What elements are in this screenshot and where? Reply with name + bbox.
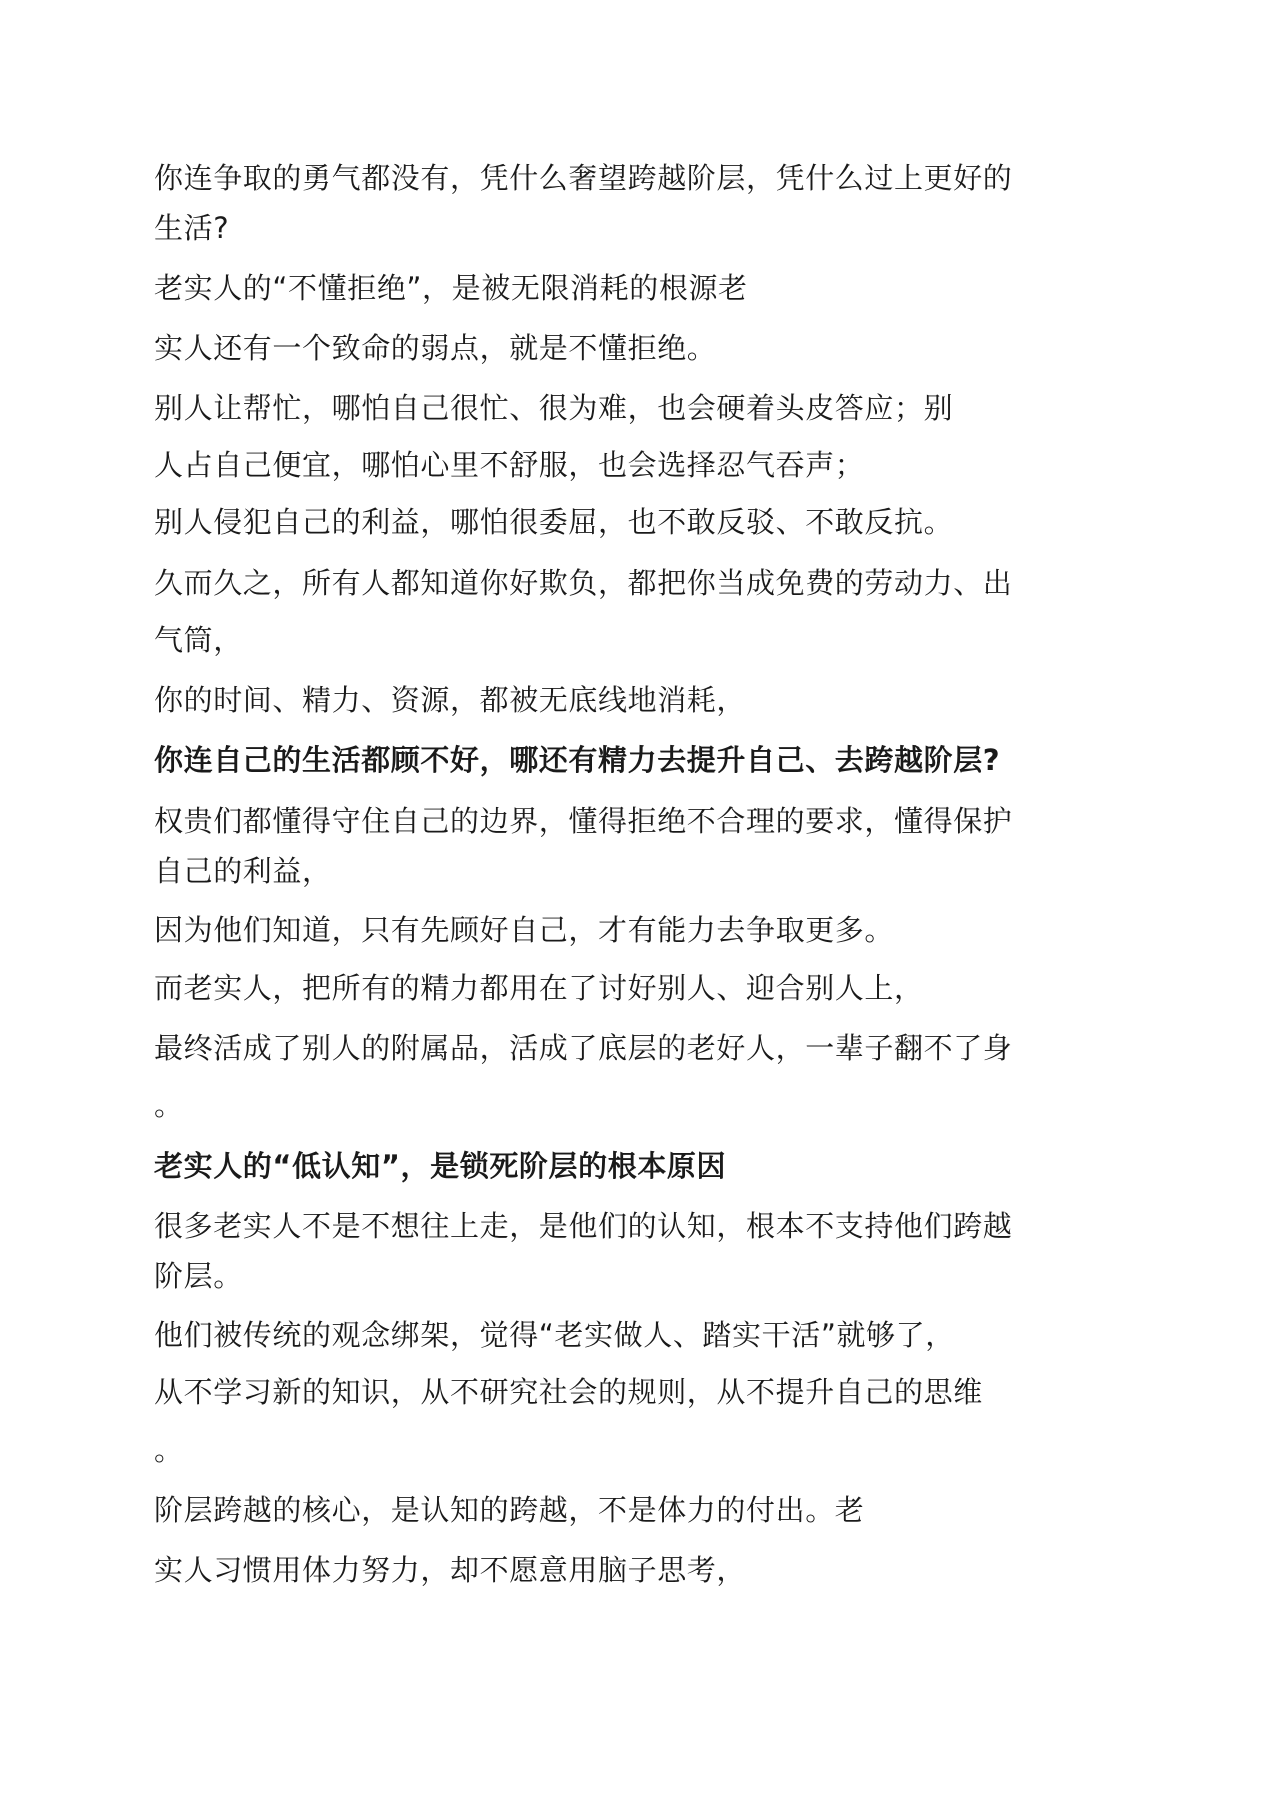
text-line: 阶层。 xyxy=(154,1259,243,1293)
text-line: 他们被传统的观念绑架，觉得“老实做人、踏实干活”就够了， xyxy=(154,1318,955,1352)
text-line: 实人还有一个致命的弱点，就是不懂拒绝。 xyxy=(154,331,717,365)
text-line: 从不学习新的知识，从不研究社会的规则，从不提升自己的思维 xyxy=(154,1375,983,1409)
text-line: 阶层跨越的核心，是认知的跨越，不是体力的付出。老 xyxy=(154,1493,865,1527)
section-heading: 老实人的“低认知”，是锁死阶层的根本原因 xyxy=(154,1149,727,1183)
text-line: 别人让帮忙，哪怕自己很忙、很为难，也会硬着头皮答应；别 xyxy=(154,391,954,425)
bold-text-line: 你连自己的生活都顾不好，哪还有精力去提升自己、去跨越阶层? xyxy=(154,743,1001,777)
text-line: 人占自己便宜，哪怕心里不舒服，也会选择忍气吞声； xyxy=(154,448,865,482)
text-line: 。 xyxy=(154,1088,184,1122)
text-line: 自己的利益， xyxy=(154,854,332,888)
text-line: 你的时间、精力、资源，都被无底线地消耗， xyxy=(154,683,747,717)
text-line: 别人侵犯自己的利益，哪怕很委屈，也不敢反驳、不敢反抗。 xyxy=(154,505,954,539)
text-line: 久而久之，所有人都知道你好欺负，都把你当成免费的劳动力、出 xyxy=(154,566,1013,600)
text-line: 很多老实人不是不想往上走，是他们的认知，根本不支持他们跨越 xyxy=(154,1209,1013,1243)
text-line: 气筒， xyxy=(154,623,243,657)
text-line: 因为他们知道，只有先顾好自己，才有能力去争取更多。 xyxy=(154,913,895,947)
text-line: 最终活成了别人的附属品，活成了底层的老好人，一辈子翻不了身 xyxy=(154,1031,1013,1065)
text-line: 权贵们都懂得守住自己的边界，懂得拒绝不合理的要求，懂得保护 xyxy=(154,804,1013,838)
text-line: 。 xyxy=(154,1433,184,1467)
text-line: 而老实人，把所有的精力都用在了讨好别人、迎合别人上， xyxy=(154,971,924,1005)
text-line: 生活? xyxy=(154,211,230,245)
text-line: 实人习惯用体力努力，却不愿意用脑子思考， xyxy=(154,1553,747,1587)
text-line: 你连争取的勇气都没有，凭什么奢望跨越阶层，凭什么过上更好的 xyxy=(154,161,1013,195)
text-line: 老实人的“不懂拒绝”，是被无限消耗的根源老 xyxy=(154,271,748,305)
